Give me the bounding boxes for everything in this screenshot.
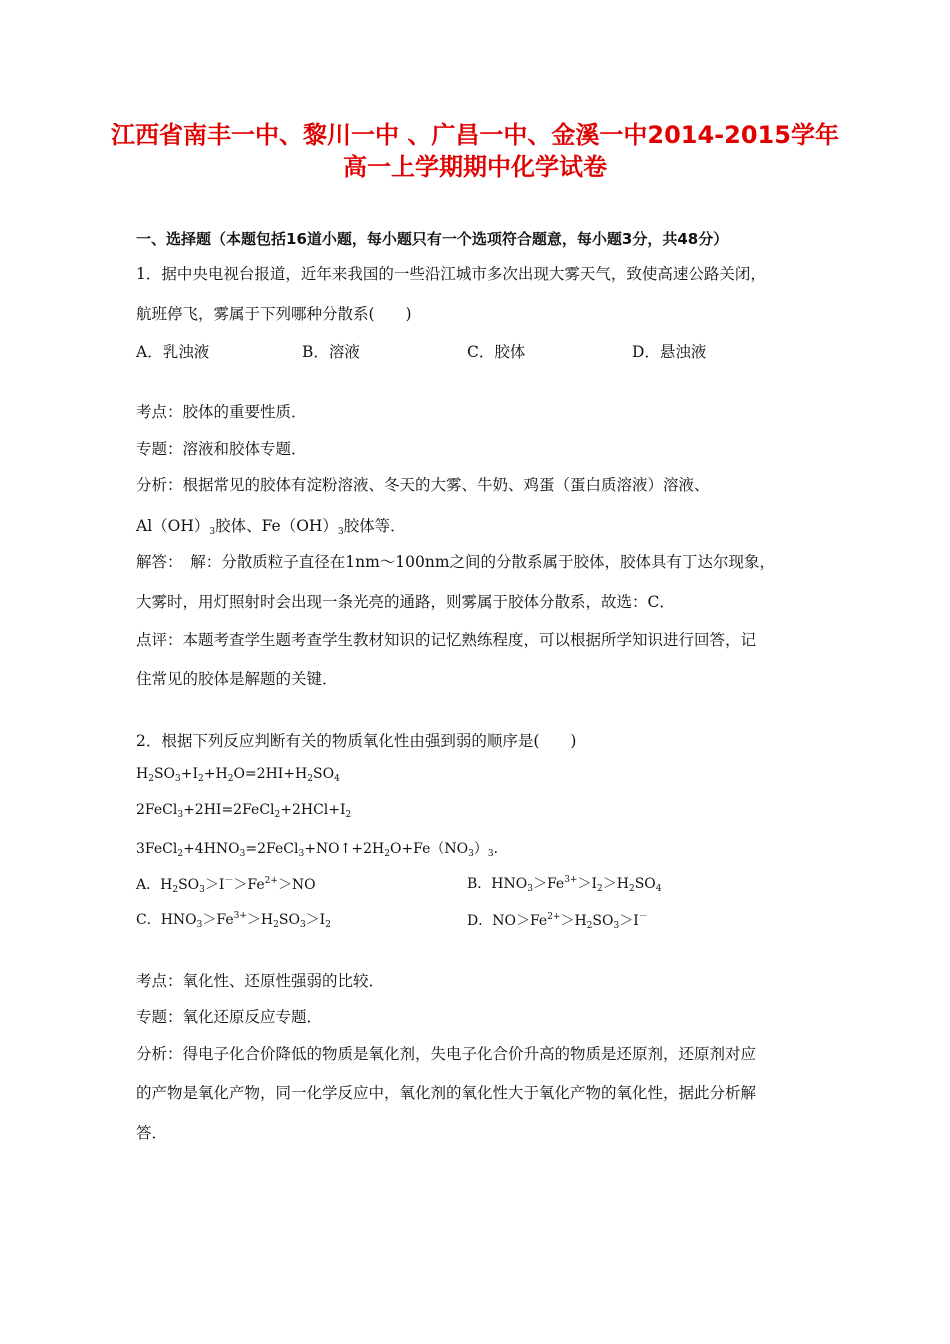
q1-stem-line1: 1．据中央电视台报道，近年来我国的一些沿江城市多次出现大雾天气，致使高速公路关闭， bbox=[136, 265, 766, 283]
document-title-line1: 江西省南丰一中、黎川一中 、广昌一中、金溪一中2014-2015学年 bbox=[111, 121, 839, 149]
q2-kaodian: 考点：氧化性、还原性强弱的比较． bbox=[136, 972, 385, 990]
q1-dianping-line1: 点评：本题考查学生题考查学生教材知识的记忆熟练程度，可以根据所学知识进行回答，记 bbox=[136, 631, 757, 649]
q1-kaodian: 考点：胶体的重要性质． bbox=[136, 403, 307, 421]
q2-option-c: C．$HNO_3>Fe^{3+}>H_2SO_3>I_2$ bbox=[136, 911, 331, 930]
q1-stem-line2: 航班停飞，雾属于下列哪种分散系( ) bbox=[136, 305, 412, 323]
q1-dianping-line2: 住常见的胶体是解题的关键． bbox=[136, 670, 338, 688]
section-heading: 一、选择题（本题包括16道小题，每小题只有一个选项符合题意，每小题3分，共48分） bbox=[136, 230, 729, 248]
q1-zhuanti: 专题：溶液和胶体专题． bbox=[136, 440, 307, 458]
q1-option-c: C．胶体 bbox=[467, 343, 526, 361]
q1-option-d: D．悬浊液 bbox=[632, 343, 707, 361]
q2-option-a: A．$H_2SO_3>I^->Fe^{2+}>NO$ bbox=[136, 876, 316, 895]
q2-equation-2: $2FeCl_3+2HI=2FeCl_2+2HCl+I_2$ bbox=[136, 802, 352, 820]
q1-jieda-line1: 解答： 解：分散质粒子直径在1nm～100nm之间的分散系属于胶体，胶体具有丁达尔现象， bbox=[136, 553, 776, 571]
q2-equation-1: $H_2SO_3+I_2+H_2O=2HI+H_2SO_4$ bbox=[136, 766, 340, 784]
q1-fenxi-line2: $Al(OH)_3$胶体、$Fe(OH)_3$胶体等． bbox=[136, 517, 406, 537]
q2-zhuanti: 专题：氧化还原反应专题． bbox=[136, 1008, 323, 1026]
q1-option-b: B．溶液 bbox=[302, 343, 360, 361]
q1-jieda-line2: 大雾时，用灯照射时会出现一条光亮的通路，则雾属于胶体分散系，故选：C． bbox=[136, 593, 675, 611]
q1-fenxi-line1: 分析：根据常见的胶体有淀粉溶液、冬天的大雾、牛奶、鸡蛋（蛋白质溶液）溶液、 bbox=[136, 476, 710, 494]
q1-option-a: A．乳浊液 bbox=[136, 343, 210, 361]
q2-option-d: D．$NO>Fe^{2+}>H_2SO_3>I^-$ bbox=[467, 912, 648, 931]
q2-option-b: B．$HNO_3>Fe^{3+}>I_2>H_2SO_4$ bbox=[467, 875, 662, 894]
document-title-line2: 高一上学期期中化学试卷 bbox=[343, 153, 607, 181]
q2-equation-3: $3FeCl_2+4HNO_3=2FeCl_3+NO↑+2H_2O+Fe(NO_3)_3$． bbox=[136, 841, 508, 859]
q2-fenxi-line1: 分析：得电子化合价降低的物质是氧化剂，失电子化合价升高的物质是还原剂，还原剂对应 bbox=[136, 1045, 757, 1063]
q2-fenxi-line3: 答． bbox=[136, 1124, 168, 1142]
q2-stem: 2．根据下列反应判断有关的物质氧化性由强到弱的顺序是( ) bbox=[136, 732, 577, 750]
q2-fenxi-line2: 的产物是氧化产物，同一化学反应中，氧化剂的氧化性大于氧化产物的氧化性，据此分析解 bbox=[136, 1084, 757, 1102]
